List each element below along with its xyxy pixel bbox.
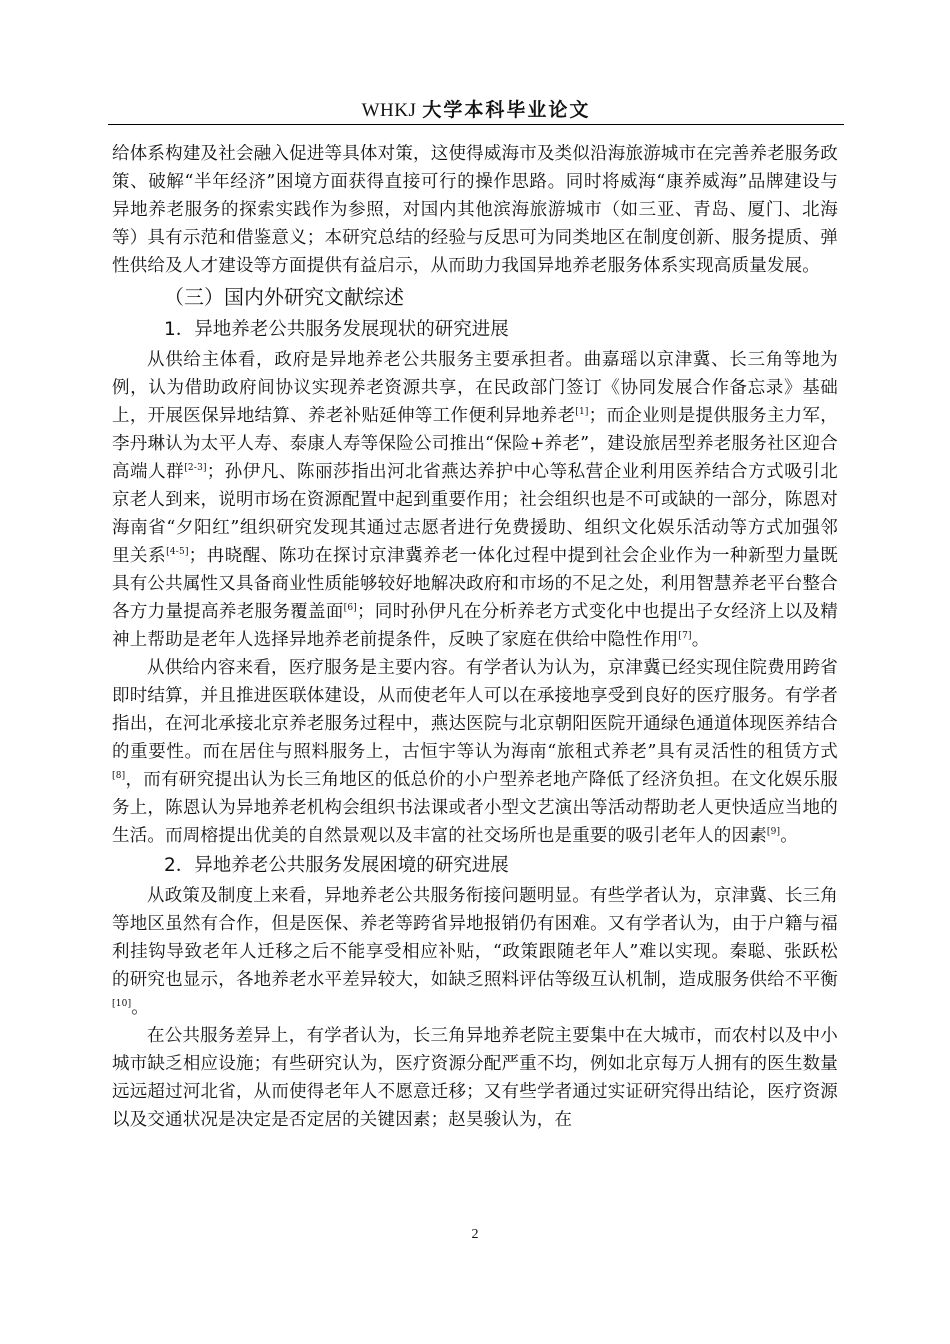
citation: [4-5] bbox=[166, 547, 189, 558]
text-run: ；同时孙伊凡在分析养老方式变化中也提出子女经济上以及精神上帮助是老年人选择异地养老前提条件，反映了家庭在供给中隐性作用 bbox=[112, 602, 838, 650]
citation: [1] bbox=[575, 407, 589, 418]
text-run: 。 bbox=[780, 826, 798, 846]
paragraph-supply-content bbox=[112, 654, 838, 850]
running-header bbox=[108, 96, 844, 124]
header-institution-code: WHKJ bbox=[361, 100, 417, 121]
page-number: 2 bbox=[471, 1227, 479, 1242]
text-run: 从政策及制度上来看，异地养老公共服务衔接问题明显。有些学者认为，京津冀、长三角等地区虽然有合作，但是医保、养老等跨省异地报销仍有困难。又有学者认为，由于户籍与福利挂钩导致老年人迁移之后不能享受相应补贴，“政策跟随老年人”难以实现。秦聪、张跃松的研究也显示，各地养老水平差异较大，如缺乏照料评估等级互认机制，造成服务供给不平衡 bbox=[112, 886, 838, 990]
text-run: 从供给内容来看，医疗服务是主要内容。有学者认为认为，京津冀已经实现住院费用跨省即时结算，并且推进医联体建设，从而使老年人可以在承接地享受到良好的医疗服务。有学者指出，在河北承接北京养老服务过程中，燕达医院与北京朝阳医院开通绿色通道体现医养结合的重要性。而在居住与照料服务上，古恒宇等认为海南“旅租式养老”具有灵活性的租赁方式 bbox=[112, 658, 838, 762]
paragraph-public-service-gap: 在公共服务差异上，有学者认为，长三角异地养老院主要集中在大城市，而农村以及中小城市缺乏相应设施；有些研究认为，医疗资源分配严重不均，例如北京每万人拥有的医生数量远远超过河北省，从而使得老年人不愿意迁移；又有些学者通过实证研究得出结论，医疗资源以及交通状况是决定是否定居的关键因素；赵昊骏认为，在 bbox=[112, 1026, 838, 1130]
citation: [7] bbox=[678, 631, 692, 642]
subsection-heading-current-status: 1．异地养老公共服务发展现状的研究进展 bbox=[164, 319, 509, 340]
text-run: ；孙伊凡、陈丽莎指出河北省燕达养护中心等私营企业利用医养结合方式吸引北京老人到来，说明市场在资源配置中起到重要作用；社会组织也是不可或缺的一部分，陈恩对海南省“夕阳红”组织研究发现其通过志愿者进行免费援助、组织文化娱乐活动等方式加强邻里关系 bbox=[112, 462, 838, 566]
text-run: 。 bbox=[131, 998, 149, 1018]
header-document-type: 大学本科毕业论文 bbox=[422, 99, 591, 121]
header-rule bbox=[108, 124, 844, 125]
page-body bbox=[112, 140, 838, 1134]
subsection-heading-difficulties: 2．异地养老公共服务发展困境的研究进展 bbox=[164, 855, 509, 876]
text-run: ；冉晓醒、陈功在探讨京津冀养老一体化过程中提到社会企业作为一种新型力量既具有公共属性又具备商业性质能够较好地解决政府和市场的不足之处，利用智慧养老平台整合各方力量提高养老服务覆盖面 bbox=[112, 546, 838, 622]
paragraph-continuation: 给体系构建及社会融入促进等具体对策，这使得威海市及类似沿海旅游城市在完善养老服务政策、破解“半年经济”困境方面获得直接可行的操作思路。同时将威海“康养威海”品牌建设与异地养老服务的探索实践作为参照，对国内其他滨海旅游城市（如三亚、青岛、厦门、北海等）具有示范和借鉴意义；本研究总结的经验与反思可为同类地区在制度创新、服务提质、弹性供给及人才建设等方面提供有益启示，从而助力我国异地养老服务体系实现高质量发展。 bbox=[112, 144, 838, 276]
section-heading-literature-review: （三）国内外研究文献综述 bbox=[164, 285, 404, 309]
text-run: ；而企业则是提供服务主力军，李丹琳认为太平人寿、泰康人寿等保险公司推出“保险+养老”，建设旅居型养老服务社区迎合高端人群 bbox=[112, 406, 838, 482]
paragraph-policy-system bbox=[112, 882, 838, 1022]
citation: [10] bbox=[112, 999, 132, 1010]
text-run: ，而有研究提出认为长三角地区的低总价的小户型养老地产降低了经济负担。在文化娱乐服务上，陈恩认为异地养老机构会组织书法课或者小型文艺演出等活动帮助老人更快适应当地的生活。而周榕提出优美的自然景观以及丰富的社交场所也是重要的吸引老年人的因素 bbox=[112, 770, 838, 846]
citation: [2-3] bbox=[184, 463, 207, 474]
citation: [8] bbox=[112, 771, 126, 782]
text-run: 。 bbox=[691, 630, 710, 650]
citation: [9] bbox=[766, 827, 781, 838]
text-run: 从供给主体看，政府是异地养老公共服务主要承担者。曲嘉瑶以京津冀、长三角等地为例，认为借助政府间协议实现养老资源共享，在民政部门签订《协同发展合作备忘录》基础上，开展医保异地结算、养老补贴延伸等工作便利异地养老 bbox=[112, 350, 838, 426]
paragraph-supply-subjects bbox=[112, 346, 838, 654]
citation: [6] bbox=[343, 603, 357, 614]
